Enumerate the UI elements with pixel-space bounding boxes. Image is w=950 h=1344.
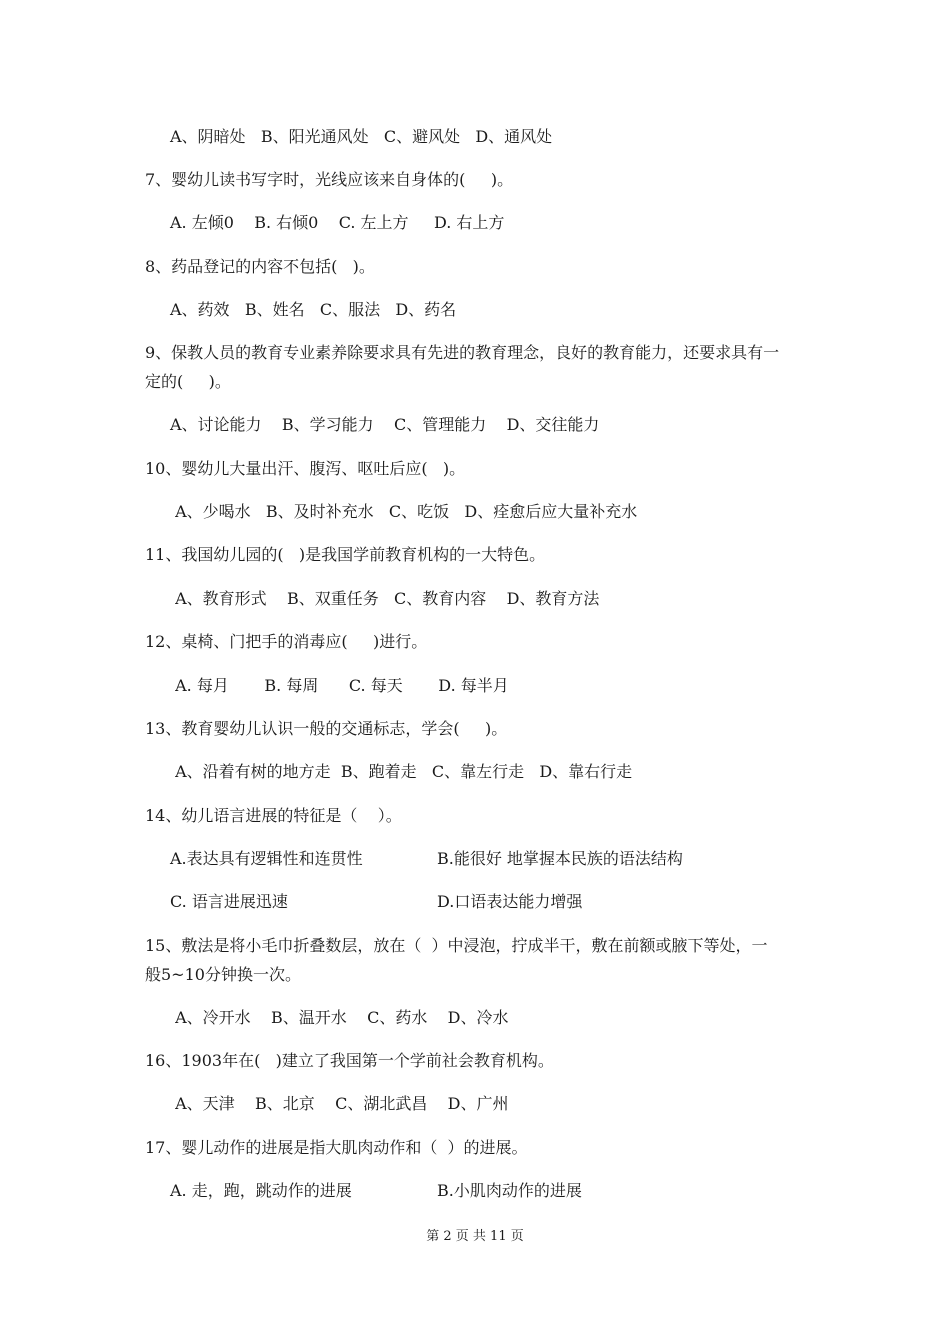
question-15-options: A、冷开水 B、温开水 C、药水 D、冷水 <box>170 1008 509 1027</box>
question-17-option-a: A. 走，跑，跳动作的进展 <box>170 1181 352 1200</box>
question-14-option-c: C. 语言进展迅速 <box>170 892 288 911</box>
question-12-options: A. 每月 B. 每周 C. 每天 D. 每半月 <box>170 676 509 695</box>
question-17-option-b: B.小肌肉动作的进展 <box>437 1181 582 1200</box>
page-footer: 第 2 页 共 11 页 <box>426 1229 524 1244</box>
question-9-line-1: 9、保教人员的教育专业素养除要求具有先进的教育理念，良好的教育能力，还要求具有一 <box>145 343 780 362</box>
question-13: 13、教育婴幼儿认识一般的交通标志，学会( )。 <box>145 719 508 738</box>
question-17: 17、婴儿动作的进展是指大肌肉动作和（ ）的进展。 <box>145 1138 528 1157</box>
question-15-line-2: 般5~10分钟换一次。 <box>145 965 301 984</box>
question-13-options: A、沿着有树的地方走 B、跑着走 C、靠左行走 D、靠右行走 <box>170 762 633 781</box>
question-11-options: A、教育形式 B、双重任务 C、教育内容 D、教育方法 <box>170 589 600 608</box>
question-9-line-2: 定的( )。 <box>145 372 231 391</box>
question-15-line-1: 15、敷法是将小毛巾折叠数层，放在（ ）中浸泡，拧成半干，敷在前额或腋下等处，一 <box>145 936 768 955</box>
question-10: 10、婴幼儿大量出汗、腹泻、呕吐后应( )。 <box>145 459 466 478</box>
question-7-options: A. 左倾0 B. 右倾0 C. 左上方 D. 右上方 <box>170 213 505 232</box>
question-14-option-b: B.能很好 地掌握本民族的语法结构 <box>437 849 683 868</box>
question-14: 14、幼儿语言进展的特征是（ ）。 <box>145 806 402 825</box>
question-12: 12、桌椅、门把手的消毒应( )进行。 <box>145 632 428 651</box>
question-16: 16、1903年在( )建立了我国第一个学前社会教育机构。 <box>145 1051 554 1070</box>
question-16-options: A、天津 B、北京 C、湖北武昌 D、广州 <box>170 1094 509 1113</box>
question-7: 7、婴幼儿读书写字时，光线应该来自身体的( )。 <box>145 170 514 189</box>
question-10-options: A、少喝水 B、及时补充水 C、吃饭 D、痊愈后应大量补充水 <box>170 502 638 521</box>
question-9-options: A、讨论能力 B、学习能力 C、管理能力 D、交往能力 <box>170 415 600 434</box>
question-14-option-a: A.表达具有逻辑性和连贯性 <box>170 849 363 868</box>
question-8: 8、药品登记的内容不包括( )。 <box>145 257 375 276</box>
question-8-options: A、药效 B、姓名 C、服法 D、药名 <box>170 300 457 319</box>
question-11: 11、我国幼儿园的( )是我国学前教育机构的一大特色。 <box>145 545 546 564</box>
question-14-option-d: D.口语表达能力增强 <box>437 892 583 911</box>
question-6-options: A、阴暗处 B、阳光通风处 C、避风处 D、通风处 <box>170 127 553 146</box>
